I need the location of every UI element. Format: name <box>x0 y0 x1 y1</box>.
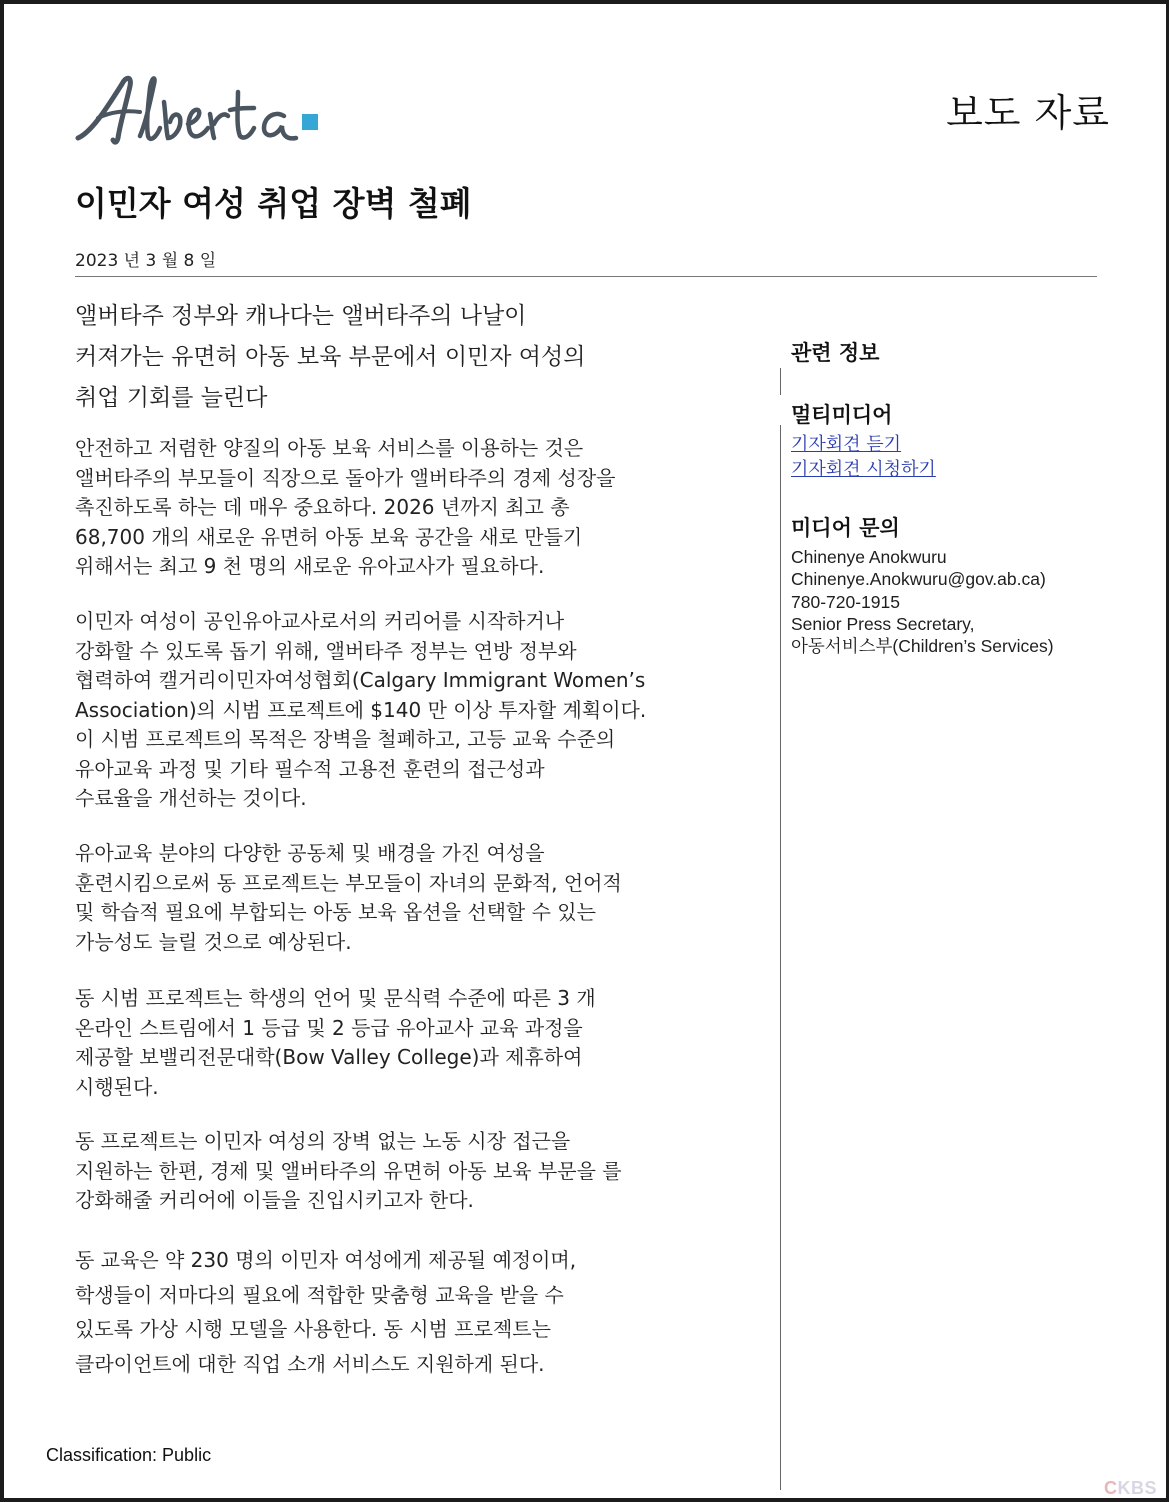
page-title: 이민자 여성 취업 장벽 철폐 <box>75 184 472 223</box>
contact-phone: 780-720-1915 <box>791 591 900 612</box>
contact-title: Senior Press Secretary, <box>791 613 975 634</box>
listen-press-conference-link[interactable]: 기자회견 듣기 <box>791 434 902 455</box>
watch-press-conference-link[interactable]: 기자회견 시청하기 <box>791 459 936 480</box>
release-date: 2023 년 3 월 8 일 <box>75 251 217 271</box>
lead-line: 커져가는 유면허 아동 보육 부문에서 이민자 여성의 <box>75 344 586 370</box>
column-divider <box>780 368 781 1490</box>
contact-ministry: 아동서비스부(Children’s Services) <box>791 636 1054 657</box>
logo-text: Alberta <box>72 147 80 149</box>
media-inquiries-heading: 미디어 문의 <box>791 516 900 540</box>
broadcaster-watermark: CKBS <box>1104 1478 1158 1498</box>
classification-label: Classification: Public <box>46 1445 212 1465</box>
paragraph-training-delivery: 동 교육은 약 230 명의 이민자 여성에게 제공될 예정이며, 학생들이 저마다의 필요에 적합한 맞춤형 교육을 받을 수 있도록 가상 시행 모델을 사용한다. 동 시범 프로젝트는 클라이언트에 대한 직업 소개 서비스도 지원하게 된다. <box>75 1248 577 1376</box>
alberta-logo <box>70 62 330 152</box>
logo-square-icon <box>302 114 318 130</box>
paragraph-childcare-importance: 안전하고 저렴한 양질의 아동 보육 서비스를 이용하는 것은 앨버타주의 부모들이 직장으로 돌아가 앨버타주의 경제 성장을 촉진하도록 하는 데 매우 중요하다. 2026 년까지 최고 총 68,700 개의 새로운 유면허 아동 보육 공간을 새로 만들기 위해서는 최고 9 천 명의 새로운 유아교사가 필요하다. <box>75 436 616 578</box>
header-divider <box>75 276 1097 277</box>
related-info-heading: 관련 정보 <box>791 341 880 365</box>
lead-line: 취업 기회를 늘린다 <box>75 385 268 411</box>
lead-line: 앨버타주 정부와 캐나다는 앨버타주의 나날이 <box>75 303 527 329</box>
paragraph-investment: 이민자 여성이 공인유아교사로서의 커리어를 시작하거나 강화할 수 있도록 돕기 위해, 앨버타주 정부는 연방 정부와 협력하여 캘거리이민자여성협회(Calgary Immigrant Women’s Association)의 시범 프로젝트에 $140 만 이상 투자할 계획이다. 이 시범 프로젝트의 목적은 장벽을 철폐하고, 고등 교육 수준의 유아교육 과정 및 기타 필수적 고용전 훈련의 접근성과 수료율을 개선하는 것이다. <box>75 609 647 810</box>
lead-summary <box>75 296 765 419</box>
paragraph-labour-market: 동 프로젝트는 이민자 여성의 장벽 없는 노동 시장 접근을 지원하는 한편, 경제 및 앨버타주의 유면허 아동 보육 부문을 를 강화해줄 커리어에 이들을 진입시키고자 한다. <box>75 1129 622 1212</box>
contact-name: Chinenye Anokwuru <box>791 547 947 567</box>
document-type: 보도 자료 <box>946 91 1110 135</box>
multimedia-heading: 멀티미디어 <box>791 403 893 427</box>
contact-email: Chinenye.Anokwuru@gov.ab.ca) <box>791 569 1046 590</box>
paragraph-bow-valley: 동 시범 프로젝트는 학생의 언어 및 문식력 수준에 따른 3 개 온라인 스트림에서 1 등급 및 2 등급 유아교사 교육 과정을 제공할 보밸리전문대학(Bow Valley College)과 제휴하여 시행된다. <box>75 986 596 1099</box>
media-contact <box>791 546 1054 657</box>
paragraph-diversity: 유아교육 분야의 다양한 공동체 및 배경을 가진 여성을 훈련시킴으로써 동 프로젝트는 부모들이 자녀의 문화적, 언어적 및 학습적 필요에 부합되는 아동 보육 옵션을 선택할 수 있는 가능성도 늘릴 것으로 예상된다. <box>75 841 622 954</box>
multimedia-links <box>791 432 936 482</box>
